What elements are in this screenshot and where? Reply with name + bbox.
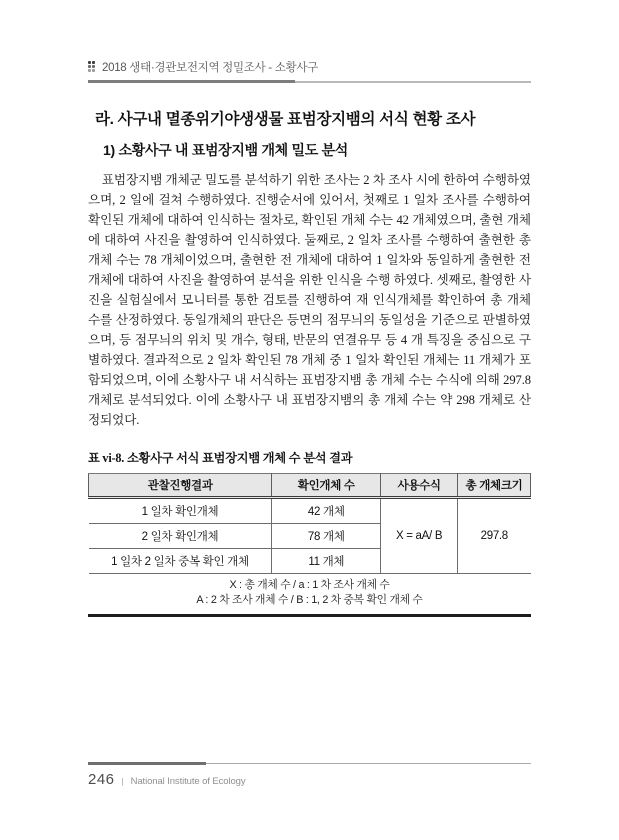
col-header-total-size: 총 개체크기 xyxy=(458,474,531,498)
table-frame xyxy=(88,473,531,617)
table-caption: 표 vi-8. 소황사구 서식 표범장지뱀 개체 수 분석 결과 xyxy=(88,451,353,465)
footer-separator: | xyxy=(121,777,124,786)
row-count: 42 개체 xyxy=(272,498,381,524)
row-label: 2 일차 확인개체 xyxy=(89,524,272,549)
row-count: 78 개체 xyxy=(272,524,381,549)
content-area xyxy=(88,58,531,617)
total-size-cell: 297.8 xyxy=(458,498,531,574)
table-header-row xyxy=(89,474,531,498)
row-label: 1 일차 확인개체 xyxy=(89,498,272,524)
table-footnote-line: X : 총 개체 수 / a : 1 차 조사 개체 수 xyxy=(229,579,390,591)
col-header-formula: 사용수식 xyxy=(381,474,458,498)
table-footnotes xyxy=(88,574,531,614)
body-paragraph: 표범장지뱀 개체군 밀도를 분석하기 위한 조사는 2 차 조사 시에 한하여 수행하였으며, 2 일에 걸쳐 수행하였다. 진행순서에 있어서, 첫째로 1 일차 조사를 수행하여 확인된 개체에 대하여 인식하는 절차로, 확인된 개체 수는 42 개체였으며, 출현 개체에 대하여 사진을 촬영하여 인식하였다. 둘째로, 2 일차 조사를 수행하여 출현한 총 개체 수는 78 개체이었으며, 출현한 전 개체에 대하여 1 일차와 동일하게 출현한 전 개체에 대하여 사진을 촬영하여 분석을 위한 인식을 수행 하였다. 셋째로, 촬영한 사진을 실험실에서 모니터를 통한 검토를 진행하여 재 인식개체를 확인하여 총 개체 수를 산정하였다. 동일개체의 판단은 등면의 점무늬의 동일성을 기준으로 판별하였으며, 등 점무늬의 위치 및 개수, 형태, 반문의 연결유무 등 4 개 특징을 중심으로 구별하였다. 결과적으로 2 일차 확인된 78 개체 중 1 일차 확인된 개체는 11 개체가 포함되었으며, 이에 소황사구 내 서식하는 표범장지뱀 총 개체 수는 수식에 의해 297.8 개체로 분석되었다. 이에 소황사구 내 표범장지뱀의 총 개체 수는 약 298 개체로 산정되었다. xyxy=(88,173,531,427)
footer-rule-light-segment xyxy=(206,763,531,764)
running-header-text: 2018 생태·경관보전지역 정밀조사 - 소황사구 xyxy=(102,61,318,74)
table-footnote-line: A : 2 차 조사 개체 수 / B : 1, 2 차 중복 확인 개체 수 xyxy=(196,594,423,606)
table-row xyxy=(89,498,531,524)
row-label: 1 일차 2 일차 중복 확인 개체 xyxy=(89,549,272,574)
subsection-title: 1) 소황사구 내 표범장지뱀 개체 밀도 분석 xyxy=(103,142,348,158)
page-number: 246 xyxy=(88,771,115,788)
footer-line xyxy=(88,771,531,788)
col-header-confirmed-count: 확인개체 수 xyxy=(272,474,381,498)
dots-grid-icon xyxy=(88,61,95,72)
header-rule-light-segment xyxy=(295,81,531,83)
section-title: 라. 사구내 멸종위기야생생물 표범장지뱀의 서식 현황 조사 xyxy=(95,111,476,128)
header-rule xyxy=(88,80,531,83)
header-rule-dark-segment xyxy=(88,80,295,83)
row-count: 11 개체 xyxy=(272,549,381,574)
analysis-table xyxy=(88,473,531,574)
organization-name: National Institute of Ecology xyxy=(130,776,246,787)
footer-rule xyxy=(88,762,531,765)
formula-cell: X = aA/ B xyxy=(381,498,458,574)
page-footer xyxy=(88,762,531,788)
running-header xyxy=(88,58,531,75)
col-header-observation: 관찰진행결과 xyxy=(89,474,272,498)
footer-rule-dark-segment xyxy=(88,762,206,765)
